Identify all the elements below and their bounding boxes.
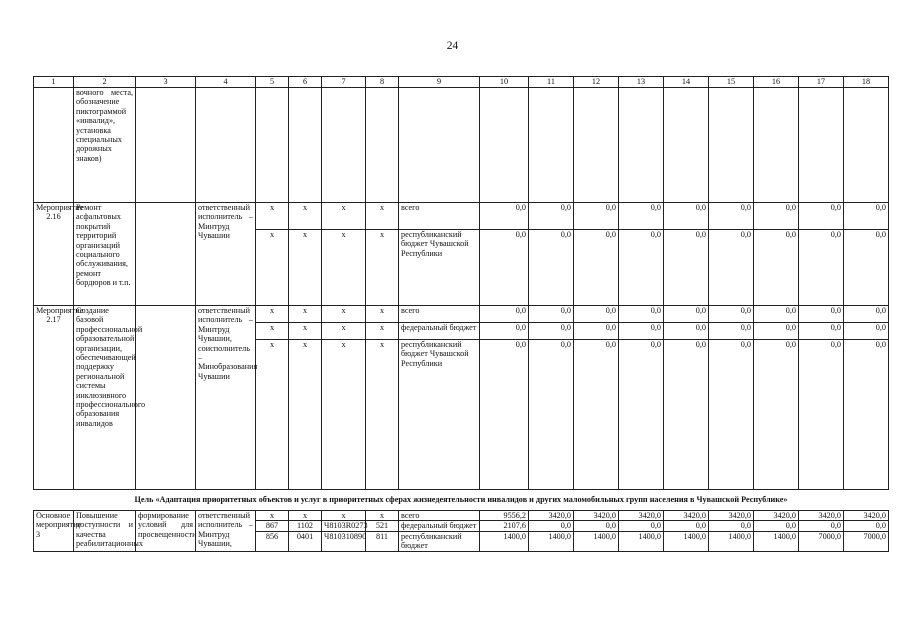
value-cell: 0,0 — [844, 230, 889, 306]
funding-source: республиканский бюджет Чувашской Республики — [399, 230, 480, 306]
target-article: x — [322, 340, 366, 490]
activity-id: Мероприятие 2.16 — [34, 203, 74, 306]
target-article: x — [322, 323, 366, 340]
header-cell: 8 — [366, 77, 399, 88]
header-cell: 2 — [74, 77, 136, 88]
header-cell: 5 — [256, 77, 289, 88]
value-cell: 2107,6 — [480, 521, 529, 531]
value-cell: 3420,0 — [619, 511, 664, 521]
value-cell: 0,0 — [664, 323, 709, 340]
grbs-code: x — [256, 511, 289, 521]
funding-source: республиканский бюджет — [399, 531, 480, 551]
funding-source: всего — [399, 306, 480, 323]
activity-id: Основное мероприятие 3 — [34, 511, 74, 552]
value-cell: 1400,0 — [709, 531, 754, 551]
value-cell: 0,0 — [664, 230, 709, 306]
expense-type: x — [366, 306, 399, 323]
activity-title: Ремонт асфальтовых покрытий территорий организаций социального обслуживания, ремонт бордюров и т.п. — [74, 203, 136, 306]
value-cell: 0,0 — [754, 521, 799, 531]
value-cell: 0,0 — [754, 323, 799, 340]
grbs-code: 856 — [256, 531, 289, 551]
value-cell: 1400,0 — [480, 531, 529, 551]
value-cell: 0,0 — [619, 203, 664, 230]
header-cell: 14 — [664, 77, 709, 88]
value-cell: 0,0 — [529, 323, 574, 340]
section-code: x — [289, 230, 322, 306]
target-article: Ч810310890 — [322, 531, 366, 551]
grbs-code: 867 — [256, 521, 289, 531]
value-cell: 0,0 — [799, 306, 844, 323]
value-cell: 1400,0 — [574, 531, 619, 551]
value-cell: 0,0 — [529, 521, 574, 531]
header-cell: 4 — [196, 77, 256, 88]
value-cell: 3420,0 — [529, 511, 574, 521]
value-cell: 3420,0 — [709, 511, 754, 521]
value-cell: 0,0 — [480, 340, 529, 490]
section-code: x — [289, 340, 322, 490]
value-cell: 0,0 — [619, 230, 664, 306]
section-code: 0401 — [289, 531, 322, 551]
value-cell: 0,0 — [480, 323, 529, 340]
value-cell: 0,0 — [664, 203, 709, 230]
section-code: x — [289, 203, 322, 230]
expense-type: x — [366, 203, 399, 230]
funding-source: республиканский бюджет Чувашской Республики — [399, 340, 480, 490]
value-cell: 0,0 — [799, 203, 844, 230]
executor: ответственный исполнитель – Минтруд Чувашии — [196, 203, 256, 306]
header-cell: 11 — [529, 77, 574, 88]
value-cell: 0,0 — [574, 521, 619, 531]
funding-source: федеральный бюджет — [399, 323, 480, 340]
header-row — [34, 77, 889, 88]
value-cell: 0,0 — [574, 323, 619, 340]
header-cell: 16 — [754, 77, 799, 88]
expense-type: x — [366, 340, 399, 490]
value-cell: 0,0 — [480, 230, 529, 306]
value-cell: 0,0 — [709, 230, 754, 306]
value-cell: 0,0 — [574, 203, 619, 230]
header-cell: 3 — [136, 77, 196, 88]
grbs-code: x — [256, 230, 289, 306]
value-cell: 0,0 — [619, 521, 664, 531]
value-cell: 0,0 — [754, 230, 799, 306]
value-cell: 3420,0 — [664, 511, 709, 521]
value-cell: 0,0 — [529, 230, 574, 306]
section-code: x — [289, 323, 322, 340]
value-cell: 7000,0 — [844, 531, 889, 551]
value-cell: 0,0 — [754, 306, 799, 323]
value-cell: 0,0 — [844, 203, 889, 230]
table-row — [34, 203, 889, 230]
executor: ответственный исполнитель – Минтруд Чувашии, соисполнитель – Минобразования Чувашии — [196, 306, 256, 490]
value-cell: 0,0 — [664, 340, 709, 490]
value-cell: 1400,0 — [664, 531, 709, 551]
executor: ответственный исполнитель – Минтруд Чувашии, — [196, 511, 256, 552]
funding-source: всего — [399, 203, 480, 230]
value-cell: 0,0 — [799, 230, 844, 306]
activity-title: Создание базовой профессиональной образовательной организации, обеспечивающей поддержку региональной системы инклюзивного профессионального образования инвалидов — [74, 306, 136, 490]
value-cell: 0,0 — [480, 203, 529, 230]
activity-goal: формирование условий для просвещенности — [136, 511, 196, 552]
value-cell: 0,0 — [619, 306, 664, 323]
header-cell: 15 — [709, 77, 754, 88]
section-code: x — [289, 306, 322, 323]
value-cell: 0,0 — [709, 521, 754, 531]
grbs-code: x — [256, 203, 289, 230]
value-cell: 0,0 — [844, 521, 889, 531]
table-row — [34, 306, 889, 323]
value-cell: 0,0 — [709, 306, 754, 323]
value-cell: 0,0 — [574, 230, 619, 306]
value-cell: 0,0 — [709, 323, 754, 340]
value-cell: 0,0 — [799, 340, 844, 490]
section-code: x — [289, 511, 322, 521]
value-cell: 0,0 — [754, 340, 799, 490]
target-article: x — [322, 511, 366, 521]
funding-source: всего — [399, 511, 480, 521]
value-cell: 0,0 — [664, 306, 709, 323]
value-cell: 0,0 — [844, 306, 889, 323]
value-cell: 3420,0 — [574, 511, 619, 521]
grbs-code: x — [256, 306, 289, 323]
value-cell: 0,0 — [799, 521, 844, 531]
header-cell: 17 — [799, 77, 844, 88]
goal-row — [34, 490, 889, 511]
expense-type: x — [366, 323, 399, 340]
value-cell: 0,0 — [574, 340, 619, 490]
value-cell: 0,0 — [664, 521, 709, 531]
value-cell: 0,0 — [619, 323, 664, 340]
expense-type: 521 — [366, 521, 399, 531]
funding-source: федеральный бюджет — [399, 521, 480, 531]
grbs-code: x — [256, 323, 289, 340]
header-cell: 18 — [844, 77, 889, 88]
continuation-text: вочного места, обозначение пиктограммой «инвалид», установка специальных дорожных знаков) — [74, 88, 136, 203]
table-row — [34, 88, 889, 203]
budget-table — [33, 76, 889, 552]
value-cell: 0,0 — [529, 306, 574, 323]
activity-id: Мероприятие 2.17 — [34, 306, 74, 490]
goal-title: Цель «Адаптация приоритетных объектов и услуг в приоритетных сферах жизнедеятельности инвалидов и других маломобильных групп населения в Чувашской Республике» — [34, 490, 889, 511]
value-cell: 0,0 — [709, 203, 754, 230]
expense-type: x — [366, 230, 399, 306]
header-cell: 13 — [619, 77, 664, 88]
value-cell: 0,0 — [529, 203, 574, 230]
value-cell: 0,0 — [799, 323, 844, 340]
value-cell: 1400,0 — [754, 531, 799, 551]
grbs-code: x — [256, 340, 289, 490]
value-cell: 9556,2 — [480, 511, 529, 521]
activity-title: Повышение доступности и качества реабилитационных — [74, 511, 136, 552]
value-cell: 0,0 — [754, 203, 799, 230]
value-cell: 0,0 — [709, 340, 754, 490]
value-cell: 0,0 — [574, 306, 619, 323]
value-cell: 3420,0 — [844, 511, 889, 521]
header-cell: 6 — [289, 77, 322, 88]
page-number: 24 — [446, 40, 459, 52]
value-cell: 0,0 — [619, 340, 664, 490]
value-cell: 0,0 — [529, 340, 574, 490]
value-cell: 0,0 — [844, 323, 889, 340]
expense-type: 811 — [366, 531, 399, 551]
section-code: 1102 — [289, 521, 322, 531]
header-cell: 7 — [322, 77, 366, 88]
value-cell: 0,0 — [480, 306, 529, 323]
target-article: x — [322, 306, 366, 323]
value-cell: 7000,0 — [799, 531, 844, 551]
header-cell: 10 — [480, 77, 529, 88]
header-cell: 12 — [574, 77, 619, 88]
table-row — [34, 511, 889, 521]
header-cell: 1 — [34, 77, 74, 88]
value-cell: 3420,0 — [799, 511, 844, 521]
value-cell: 1400,0 — [619, 531, 664, 551]
value-cell: 1400,0 — [529, 531, 574, 551]
target-article: x — [322, 230, 366, 306]
value-cell: 3420,0 — [754, 511, 799, 521]
target-article: Ч8103R0273 — [322, 521, 366, 531]
value-cell: 0,0 — [844, 340, 889, 490]
header-cell: 9 — [399, 77, 480, 88]
expense-type: x — [366, 511, 399, 521]
target-article: x — [322, 203, 366, 230]
